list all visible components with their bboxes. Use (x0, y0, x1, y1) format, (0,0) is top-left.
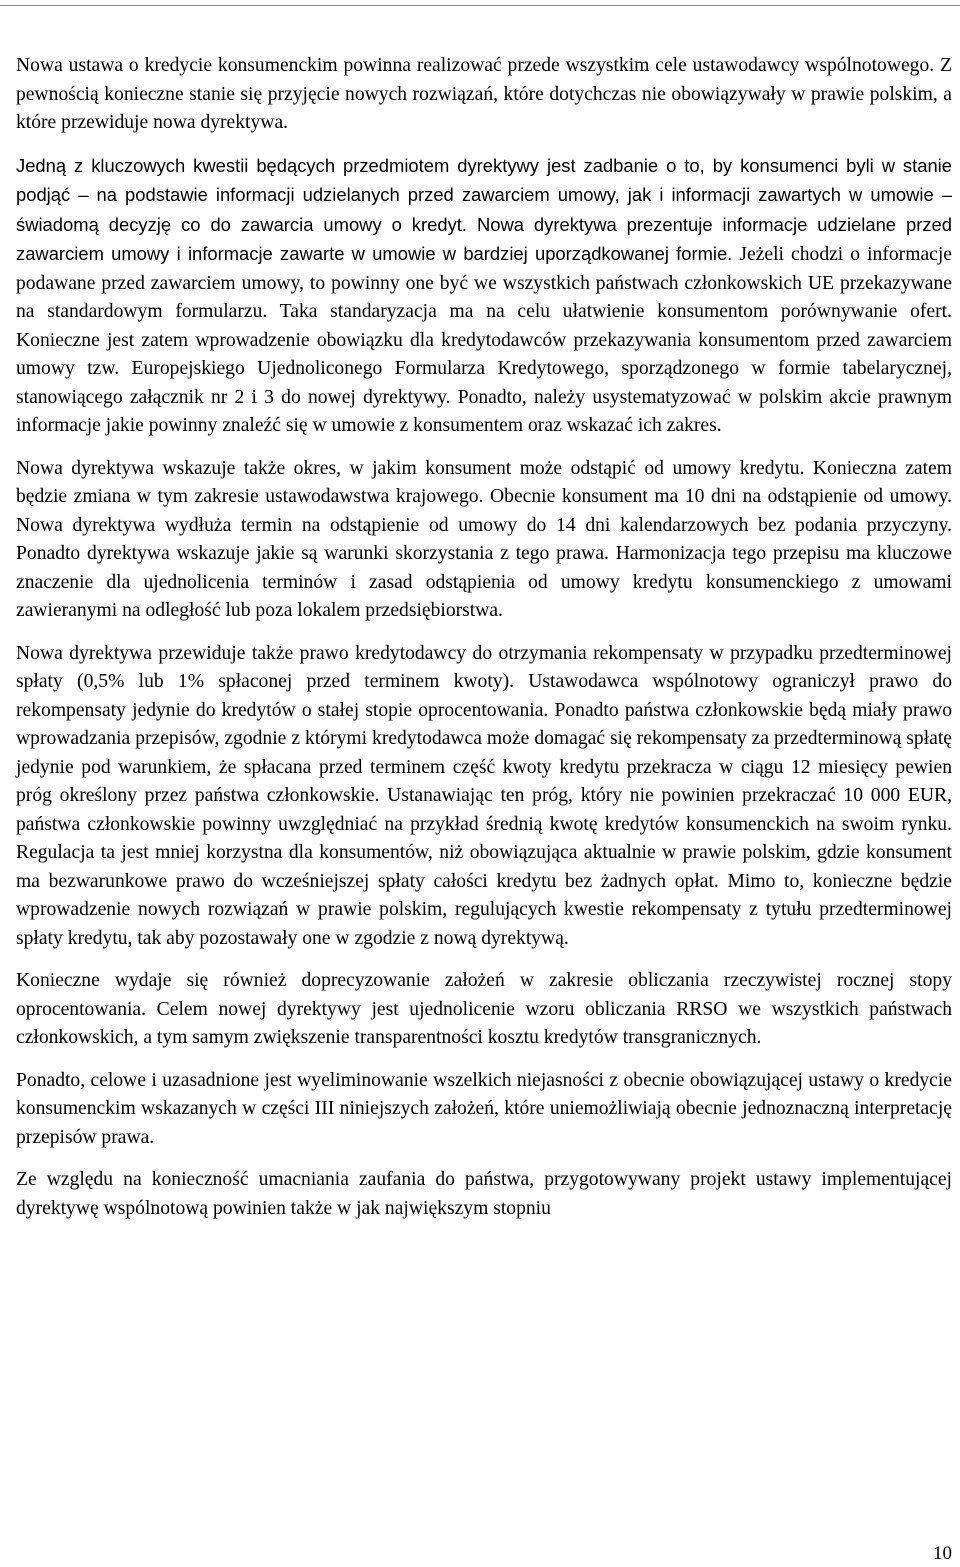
paragraph-5: Konieczne wydaje się również doprecyzowanie założeń w zakresie obliczania rzeczywistej rocznej stopy oprocentowania. Celem nowej dyrektywy jest ujednolicenie wzoru obliczania RRSO we wszystkich państwach członkowskich, a tym samym zwiększenie transparentności kosztu kredytów transgranicznych. (16, 970, 952, 1048)
paragraph-2-part-2: Jeżeli chodzi o informacje podawane przed zawarciem umowy, to powinny one być we wszystkich państwach członkowskich UE przekazywane na standardowym formularzu. Taka standaryzacja ma na celu ułatwienie konsumentom porównywanie ofert. Konieczne jest zatem wprowadzenie obowiązku dla kredytodawców przekazywania konsumentom przed zawarciem umowy tzw. Europejskiego Ujednoliconego Formularza Kredytowego, sporządzonego w formie tabelarycznej, stanowiącego załącznik nr 2 i 3 do nowej dyrektywy. Ponadto, należy usystematyzować w polskim akcie prawnym informacje jakie powinny znaleźć się w umowie z konsumentem oraz wskazać ich zakres. (16, 244, 952, 436)
paragraph-3: Nowa dyrektywa wskazuje także okres, w jakim konsument może odstąpić od umowy kredytu. Konieczna zatem będzie zmiana w tym zakresie ustawodawstwa krajowego. Obecnie konsument ma 10 dni na odstąpienie od umowy. Nowa dyrektywa wydłuża termin na odstąpienie od umowy do 14 dni kalendarzowych bez podania przyczyny. Ponadto dyrektywa wskazuje jakie są warunki skorzystania z tego prawa. Harmonizacja tego przepisu ma kluczowe znaczenie dla ujednolicenia terminów i zasad odstąpienia od umowy kredytu konsumenckiego z umowami zawieranymi na odległość lub poza lokalem przedsiębiorstwa. (16, 457, 952, 621)
document-body (16, 52, 952, 1237)
paragraph-4: Nowa dyrektywa przewiduje także prawo kredytodawcy do otrzymania rekompensaty w przypadku przedterminowej spłaty (0,5% lub 1% spłaconej przed terminem kwoty). Ustawodawca wspólnotowy ograniczył prawo do rekompensaty jedynie do kredytów o stałej stopie oprocentowania. Ponadto państwa członkowskie będą miały prawo wprowadzania przepisów, zgodnie z którymi kredytodawca może domagać się rekompensaty za przedterminową spłatę jedynie pod warunkiem, że spłacana przed terminem część kwoty kredytu przekracza w ciągu 12 miesięcy pewien próg określony przez państwa członkowskie. Ustanawiając ten próg, który nie powinien przekraczać 10 000 EUR, państwa członkowskie powinny uwzględniać na przykład średnią kwotę kredytów konsumenckich na swoim rynku. Regulacja ta jest mniej korzystna dla konsumentów, niż obowiązująca aktualnie w prawie polskim, gdzie konsument ma bezwarunkowe prawo do wcześniejszej spłaty całości kredytu bez żadnych opłat. Mimo to, konieczne będzie wprowadzenie nowych rozwiązań w prawie polskim, regulujących kwestie rekompensaty z tytułu przedterminowej spłaty kredytu, tak aby pozostawały one w zgodzie z nową dyrektywą. (16, 642, 952, 949)
paragraph-2-part-1: Jedną z kluczowych kwestii będących przedmiotem dyrektywy jest zadbanie o to, by konsumenci byli w stanie podjąć – na podstawie informacji udzielanych przed zawarciem umowy, jak i informacji zawartych w umowie – świadomą decyzję co do zawarcia umowy o kredyt. Nowa dyrektywa prezentuje informacje udzielane przed zawarciem umowy i informacje zawarte w umowie w bardziej uporządkowanej formie. (16, 154, 952, 264)
header-rule (0, 5, 960, 6)
paragraph-2 (16, 152, 952, 441)
paragraph-7: Ze względu na konieczność umacniania zaufania do państwa, przygotowywany projekt ustawy implementującej dyrektywę wspólnotową powinien także w jak największym stopniu (16, 1169, 952, 1219)
page-number: 10 (933, 1543, 952, 1564)
paragraph-6: Ponadto, celowe i uzasadnione jest wyeliminowanie wszelkich niejasności z obecnie obowiązującej ustawy o kredycie konsumenckim wskazanych w części III niniejszych założeń, które uniemożliwiają obecnie jednoznaczną interpretację przepisów prawa. (16, 1069, 952, 1148)
paragraph-1: Nowa ustawa o kredycie konsumenckim powinna realizować przede wszystkim cele ustawodawcy wspólnotowego. Z pewnością konieczne stanie się przyjęcie nowych rozwiązań, które dotychczas nie obowiązywały w prawie polskim, a które przewiduje nowa dyrektywa. (16, 55, 952, 133)
